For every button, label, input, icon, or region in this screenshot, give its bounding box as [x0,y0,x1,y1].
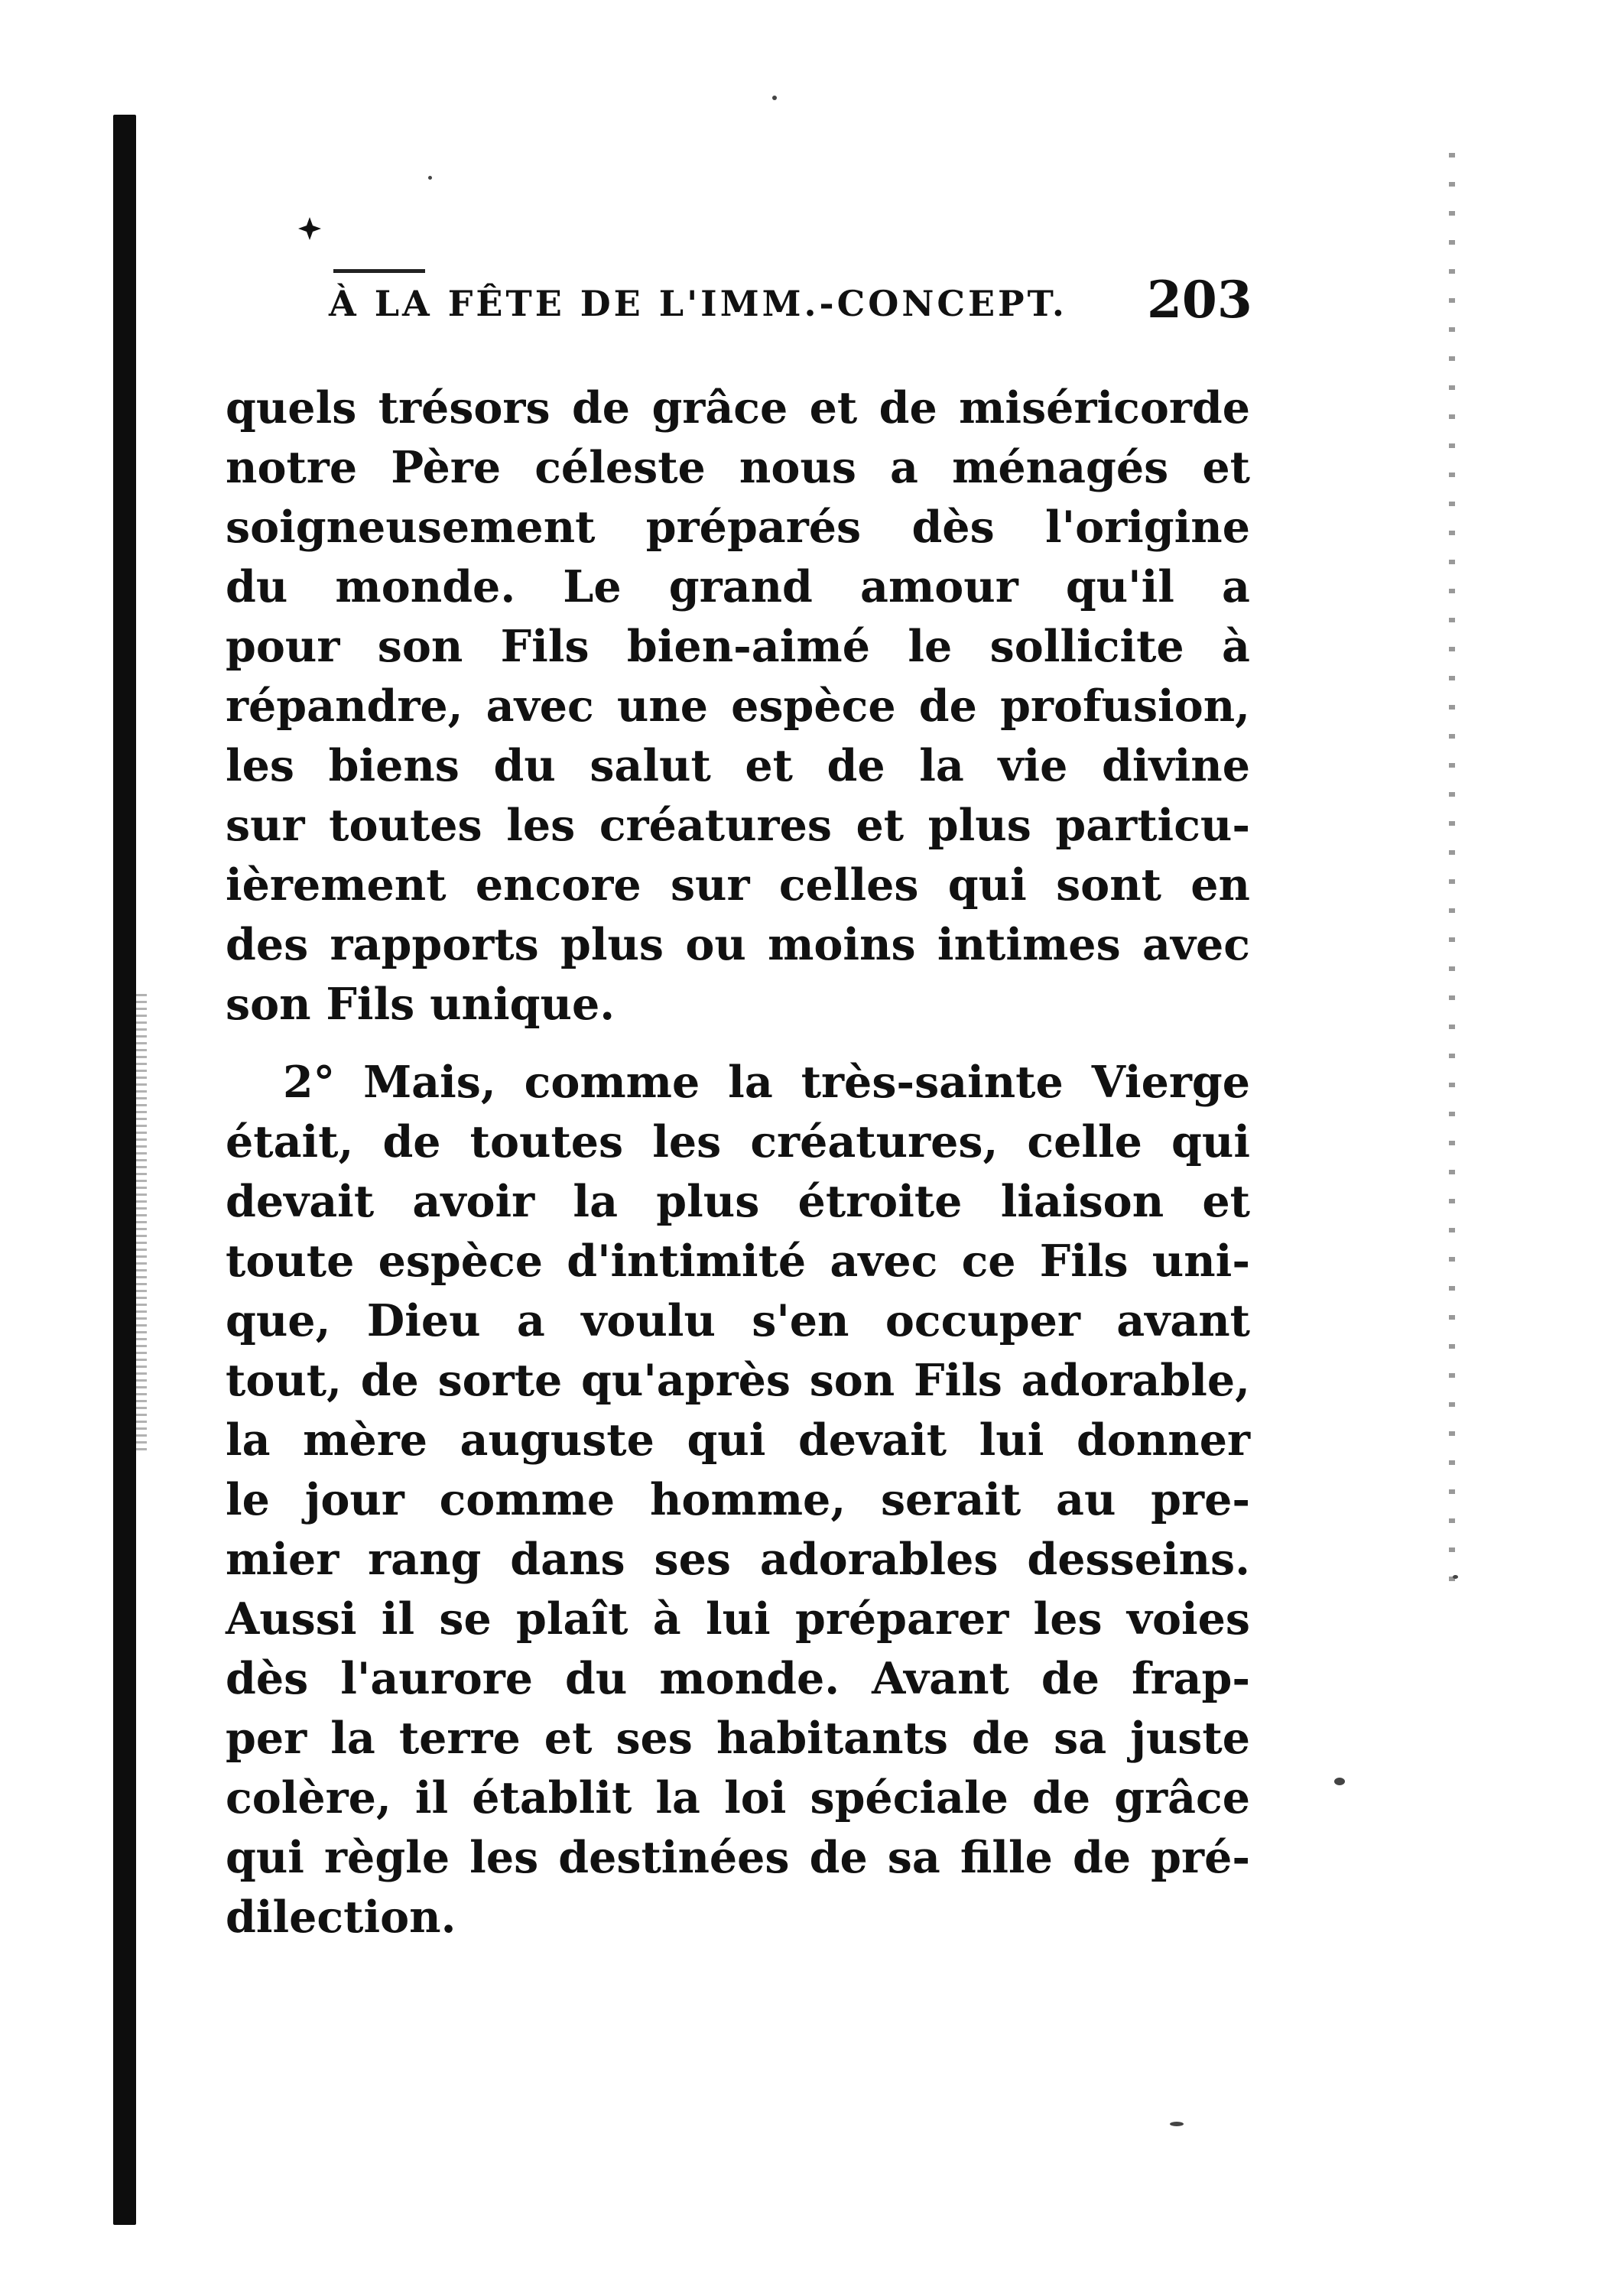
scan-speck [1170,2122,1184,2126]
text-line: ièrement encore sur celles qui sont en [226,859,1250,911]
text-line: 2° Mais, comme la très-sainte Vierge [283,1057,1250,1108]
binding-shadow [136,994,147,1453]
text-line: le jour comme homme, serait au pre- [226,1474,1250,1525]
text-line: Aussi il se plaît à lui préparer les voies [226,1593,1250,1645]
text-line: que, Dieu a voulu s'en occuper avant [226,1295,1250,1346]
text-line: son Fils unique. [226,979,615,1030]
margin-speckles [1449,153,1455,1606]
running-header: À LA FÊTE DE L'IMM.-CONCEPT. [329,283,1067,324]
text-line: sur toutes les créatures et plus particu- [226,800,1250,851]
text-line: était, de toutes les créatures, celle qui [226,1116,1250,1167]
text-line: les biens du salut et de la vie divine [226,740,1250,791]
scan-speck [1453,1575,1458,1579]
paragraph-1 [226,378,1250,1034]
binding-edge [113,115,136,2225]
text-line: soigneusement préparés dès l'origine [226,502,1250,553]
header-rule [333,269,425,273]
paragraph-gap [226,1034,1250,1053]
text-line: tout, de sorte qu'après son Fils adorable, [226,1355,1250,1406]
text-line: la mère auguste qui devait lui donner [226,1414,1250,1466]
paragraph-2 [226,1053,1250,1947]
scan-speck [428,176,432,180]
text-line: pour son Fils bien-aimé le sollicite à [226,621,1250,672]
scan-speck [772,96,777,100]
text-line: devait avoir la plus étroite liaison et [226,1176,1250,1227]
fleuron-icon [297,216,323,242]
page-number: 203 [1147,270,1252,330]
text-line: dès l'aurore du monde. Avant de frap- [226,1653,1250,1704]
text-line: mier rang dans ses adorables desseins. [226,1534,1250,1585]
body-text [226,378,1250,1947]
scan-speck [1334,1778,1345,1785]
text-line: des rapports plus ou moins intimes avec [226,919,1250,970]
text-line: du monde. Le grand amour qu'il a [226,561,1250,612]
text-line: dilection. [226,1892,456,1943]
text-line: répandre, avec une espèce de profusion, [226,680,1250,732]
text-line: quels trésors de grâce et de miséricorde [226,382,1250,434]
text-line: qui règle les destinées de sa fille de pré- [226,1832,1250,1883]
text-line: toute espèce d'intimité avec ce Fils uni- [226,1236,1250,1287]
text-line: per la terre et ses habitants de sa juste [226,1713,1250,1764]
text-line: colère, il établit la loi spéciale de grâce [226,1772,1250,1823]
text-line: notre Père céleste nous a ménagés et [226,442,1250,493]
